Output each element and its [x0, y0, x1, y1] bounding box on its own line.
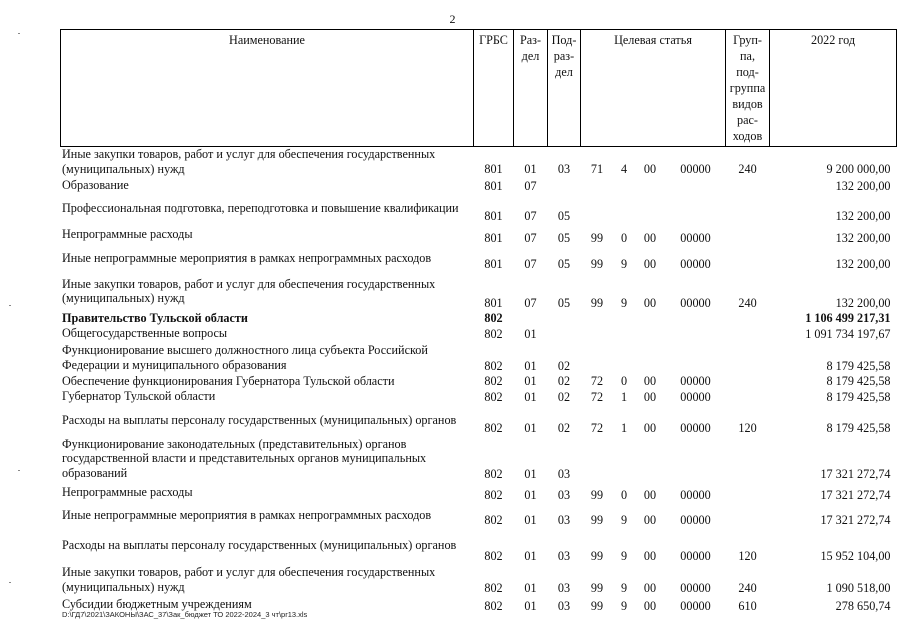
table-row: [61, 528, 897, 564]
row-amount: 1 090 518,00: [826, 581, 891, 595]
row-name: Иные закупки товаров, работ и услуг для обеспечения государственных (муниципальных) нужд: [62, 276, 436, 305]
row-razdel: 01: [524, 374, 537, 388]
margin-mark: [18, 33, 20, 34]
row-target-program: 71: [590, 162, 604, 176]
row-expense-group: 120: [738, 421, 757, 435]
row-grbs: 802: [484, 390, 503, 404]
row-target-direction: 00000: [680, 231, 711, 245]
row-grbs: 802: [484, 359, 503, 373]
row-target-program: 99: [590, 581, 604, 595]
row-target-subprogram: 9: [620, 257, 628, 271]
row-target-subprogram: 1: [620, 390, 628, 404]
row-target-item: 00: [643, 421, 657, 435]
row-target-subprogram: [614, 342, 635, 374]
row-name: Иные непрограммные мероприятия в рамках непрограммных расходов: [62, 251, 432, 266]
row-name: Непрограммные расходы: [62, 484, 193, 499]
row-razdel: 01: [524, 599, 537, 613]
table-row: [61, 311, 897, 326]
table-row: [61, 374, 897, 389]
row-amount: 1 091 734 197,67: [805, 327, 891, 341]
header-group: Груп- па, под- группа видов рас- ходов: [726, 30, 770, 147]
table-row: [61, 564, 897, 596]
row-target-item: 00: [643, 581, 657, 595]
row-amount: 278 650,74: [835, 599, 891, 613]
row-target-program: 72: [590, 421, 604, 435]
row-razdel: 01: [524, 390, 537, 404]
row-target-direction: 00000: [680, 162, 711, 176]
row-podrazdel: 03: [557, 549, 571, 563]
row-name: Субсидии бюджетным учреждениям: [62, 597, 252, 612]
row-target-program: 99: [590, 257, 604, 271]
row-amount: 132 200,00: [835, 179, 891, 193]
row-amount: 132 200,00: [835, 209, 891, 223]
header-year: 2022 год: [770, 30, 897, 147]
row-podrazdel: 02: [557, 421, 571, 435]
table-row: [61, 147, 897, 177]
row-expense-group: [726, 503, 770, 528]
row-grbs: 801: [484, 162, 503, 176]
row-name: Иные непрограммные мероприятия в рамках непрограммных расходов: [62, 507, 432, 522]
row-target-direction: 00000: [680, 488, 711, 502]
row-razdel: 01: [524, 549, 537, 563]
row-target-program: 99: [590, 296, 604, 310]
row-expense-group: [726, 342, 770, 374]
row-grbs: 802: [484, 374, 503, 388]
row-target-direction: 00000: [680, 513, 711, 527]
row-target-item: [635, 342, 666, 374]
row-razdel: 07: [524, 257, 537, 271]
row-grbs: 802: [484, 327, 503, 341]
row-amount: 8 179 425,58: [826, 374, 891, 388]
row-expense-group: 240: [738, 162, 757, 176]
row-target-item: [635, 436, 666, 482]
row-target-subprogram: 0: [620, 488, 628, 502]
row-target-subprogram: 1: [620, 421, 628, 435]
row-name: Общегосударственные вопросы: [62, 326, 228, 341]
row-podrazdel: 03: [557, 513, 571, 527]
row-target-subprogram: 0: [620, 374, 628, 388]
row-podrazdel: 03: [557, 599, 571, 613]
table-row: [61, 436, 897, 482]
row-grbs: 801: [484, 257, 503, 271]
row-target-direction: 00000: [680, 549, 711, 563]
row-podrazdel: 05: [557, 257, 571, 271]
row-name: Расходы на выплаты персоналу государственных (муниципальных) органов: [62, 538, 457, 553]
row-target-item: 00: [643, 296, 657, 310]
header-razdel: Раз- дел: [514, 30, 548, 147]
row-target-direction: [666, 436, 726, 482]
row-amount: 8 179 425,58: [826, 390, 891, 404]
row-target-item: [635, 326, 666, 342]
row-target-program: [581, 342, 614, 374]
row-target-program: [581, 436, 614, 482]
row-name: Иные закупки товаров, работ и услуг для обеспечения государственных (муниципальных) нужд: [62, 147, 436, 176]
page-number: 2: [449, 12, 456, 26]
row-name: Расходы на выплаты персоналу государственных (муниципальных) органов: [62, 412, 457, 427]
row-name: Обеспечение функционирования Губернатора Тульской области: [62, 373, 395, 388]
row-grbs: 802: [484, 467, 503, 481]
row-target-program: [581, 326, 614, 342]
row-expense-group: 240: [738, 581, 757, 595]
row-expense-group: 120: [738, 549, 757, 563]
row-amount: 15 952 104,00: [820, 549, 891, 563]
table-row: [61, 194, 897, 224]
row-target-item: [635, 194, 666, 224]
row-target-item: 00: [643, 390, 657, 404]
row-name: Губернатор Тульской области: [62, 389, 216, 404]
row-podrazdel: 03: [557, 488, 571, 502]
row-target-item: 00: [643, 513, 657, 527]
margin-mark: [18, 470, 20, 471]
row-target-item: 00: [643, 599, 657, 613]
row-podrazdel: 03: [557, 162, 571, 176]
row-amount: 1 106 499 217,31: [805, 311, 891, 325]
row-target-item: [635, 177, 666, 194]
row-expense-group: 610: [738, 599, 757, 613]
row-target-subprogram: [614, 326, 635, 342]
row-grbs: 802: [484, 311, 503, 325]
margin-mark: [9, 582, 11, 583]
table-body: [61, 147, 897, 614]
row-expense-group: [726, 246, 770, 272]
row-target-subprogram: 9: [620, 581, 628, 595]
row-target-item: 00: [643, 488, 657, 502]
row-amount: 132 200,00: [835, 296, 891, 310]
row-target-direction: 00000: [680, 257, 711, 271]
row-podrazdel: 02: [557, 359, 571, 373]
row-name: Образование: [62, 177, 129, 192]
row-razdel: 01: [524, 421, 537, 435]
row-razdel: 01: [524, 359, 537, 373]
header-name: Наименование: [61, 30, 474, 147]
row-target-direction: 00000: [680, 390, 711, 404]
row-amount: 132 200,00: [835, 231, 891, 245]
row-expense-group: [726, 389, 770, 405]
row-expense-group: 240: [738, 296, 757, 310]
table-row: [61, 326, 897, 342]
row-target-subprogram: 9: [620, 513, 628, 527]
row-razdel: 07: [524, 209, 537, 223]
row-target-program: 72: [590, 374, 604, 388]
table-row: [61, 224, 897, 246]
row-target-program: 99: [590, 549, 604, 563]
row-target-direction: 00000: [680, 374, 711, 388]
row-target-item: 00: [643, 549, 657, 563]
row-razdel: 07: [524, 296, 537, 310]
row-target-direction: [666, 342, 726, 374]
row-grbs: 802: [484, 581, 503, 595]
row-name: Иные закупки товаров, работ и услуг для обеспечения государственных (муниципальных) нужд: [62, 565, 436, 594]
row-expense-group: [726, 224, 770, 246]
row-podrazdel: [548, 177, 581, 194]
row-target-direction: [666, 326, 726, 342]
row-target-subprogram: [614, 311, 635, 326]
row-grbs: 802: [484, 421, 503, 435]
budget-table: [60, 29, 897, 614]
row-amount: 17 321 272,74: [820, 488, 891, 502]
row-razdel: 01: [524, 162, 537, 176]
row-expense-group: [726, 177, 770, 194]
row-name: Непрограммные расходы: [62, 227, 193, 242]
table-row: [61, 405, 897, 436]
row-amount: 8 179 425,58: [826, 421, 891, 435]
row-target-direction: 00000: [680, 421, 711, 435]
row-podrazdel: [548, 311, 581, 326]
row-podrazdel: 05: [557, 209, 571, 223]
row-target-subprogram: 9: [620, 599, 628, 613]
row-grbs: 802: [484, 549, 503, 563]
row-target-item: 00: [643, 374, 657, 388]
row-target-program: 99: [590, 488, 604, 502]
row-target-program: 72: [590, 390, 604, 404]
table-row: [61, 503, 897, 528]
header-target: Целевая статья: [581, 30, 726, 147]
row-target-direction: [666, 177, 726, 194]
row-amount: 17 321 272,74: [820, 467, 891, 481]
row-grbs: 802: [484, 599, 503, 613]
row-grbs: 801: [484, 209, 503, 223]
row-expense-group: [726, 436, 770, 482]
row-podrazdel: [548, 326, 581, 342]
row-grbs: 801: [484, 231, 503, 245]
row-razdel: 01: [524, 327, 537, 341]
row-podrazdel: 03: [557, 581, 571, 595]
row-expense-group: [726, 482, 770, 503]
row-podrazdel: 03: [557, 467, 571, 481]
row-target-direction: 00000: [680, 296, 711, 310]
row-podrazdel: 05: [557, 231, 571, 245]
row-podrazdel: 02: [557, 374, 571, 388]
row-expense-group: [726, 326, 770, 342]
row-amount: 8 179 425,58: [826, 359, 891, 373]
row-name: Правительство Тульской области: [62, 310, 248, 325]
table-row: [61, 482, 897, 503]
row-grbs: 801: [484, 179, 503, 193]
row-razdel: 01: [524, 467, 537, 481]
row-target-program: [581, 177, 614, 194]
table-row: [61, 246, 897, 272]
row-amount: 132 200,00: [835, 257, 891, 271]
row-target-program: 99: [590, 513, 604, 527]
row-name: Функционирование высшего должностного лица субъекта Российской Федерации и муниципального образования: [62, 343, 428, 372]
row-target-item: 00: [643, 231, 657, 245]
row-razdel: [514, 311, 548, 326]
margin-mark: [9, 305, 11, 306]
row-grbs: 802: [484, 513, 503, 527]
row-target-subprogram: [614, 436, 635, 482]
row-razdel: 07: [524, 179, 537, 193]
row-name: Функционирование законодательных (представительных) органов государственной власти и представительных органов муниципальных образований: [62, 436, 427, 480]
row-target-subprogram: 9: [620, 296, 628, 310]
row-target-program: 99: [590, 599, 604, 613]
table-row: [61, 389, 897, 405]
row-podrazdel: 02: [557, 390, 571, 404]
row-razdel: 01: [524, 513, 537, 527]
row-target-program: [581, 194, 614, 224]
table-row: [61, 272, 897, 311]
row-target-subprogram: 9: [620, 549, 628, 563]
row-razdel: 07: [524, 231, 537, 245]
row-expense-group: [726, 194, 770, 224]
row-amount: 17 321 272,74: [820, 513, 891, 527]
row-target-direction: [666, 194, 726, 224]
row-name: Профессиональная подготовка, переподготовка и повышение квалификации: [62, 201, 459, 216]
table-row: [61, 177, 897, 194]
row-expense-group: [726, 311, 770, 326]
row-target-subprogram: [614, 177, 635, 194]
row-amount: 9 200 000,00: [826, 162, 891, 176]
row-razdel: 01: [524, 488, 537, 502]
row-grbs: 802: [484, 488, 503, 502]
header-podrazdel: Под- раз- дел: [548, 30, 581, 147]
row-target-item: 00: [643, 257, 657, 271]
row-target-item: [635, 311, 666, 326]
row-target-subprogram: 4: [620, 162, 628, 176]
row-podrazdel: 05: [557, 296, 571, 310]
row-grbs: 801: [484, 296, 503, 310]
row-target-direction: [666, 311, 726, 326]
row-target-program: 99: [590, 231, 604, 245]
row-razdel: 01: [524, 581, 537, 595]
row-target-subprogram: [614, 194, 635, 224]
row-expense-group: [726, 374, 770, 389]
header-grbs: ГРБС: [474, 30, 514, 147]
row-target-direction: 00000: [680, 581, 711, 595]
table-row: [61, 342, 897, 374]
row-target-direction: 00000: [680, 599, 711, 613]
row-target-item: 00: [643, 162, 657, 176]
row-target-subprogram: 0: [620, 231, 628, 245]
row-target-program: [581, 311, 614, 326]
footer-file-path: D:\ГД7\2021\ЗАКОНЫ\ЗАС_37\Зак_бюджет ТО 2022-2024_3 чт\pr13.xls: [62, 610, 308, 619]
